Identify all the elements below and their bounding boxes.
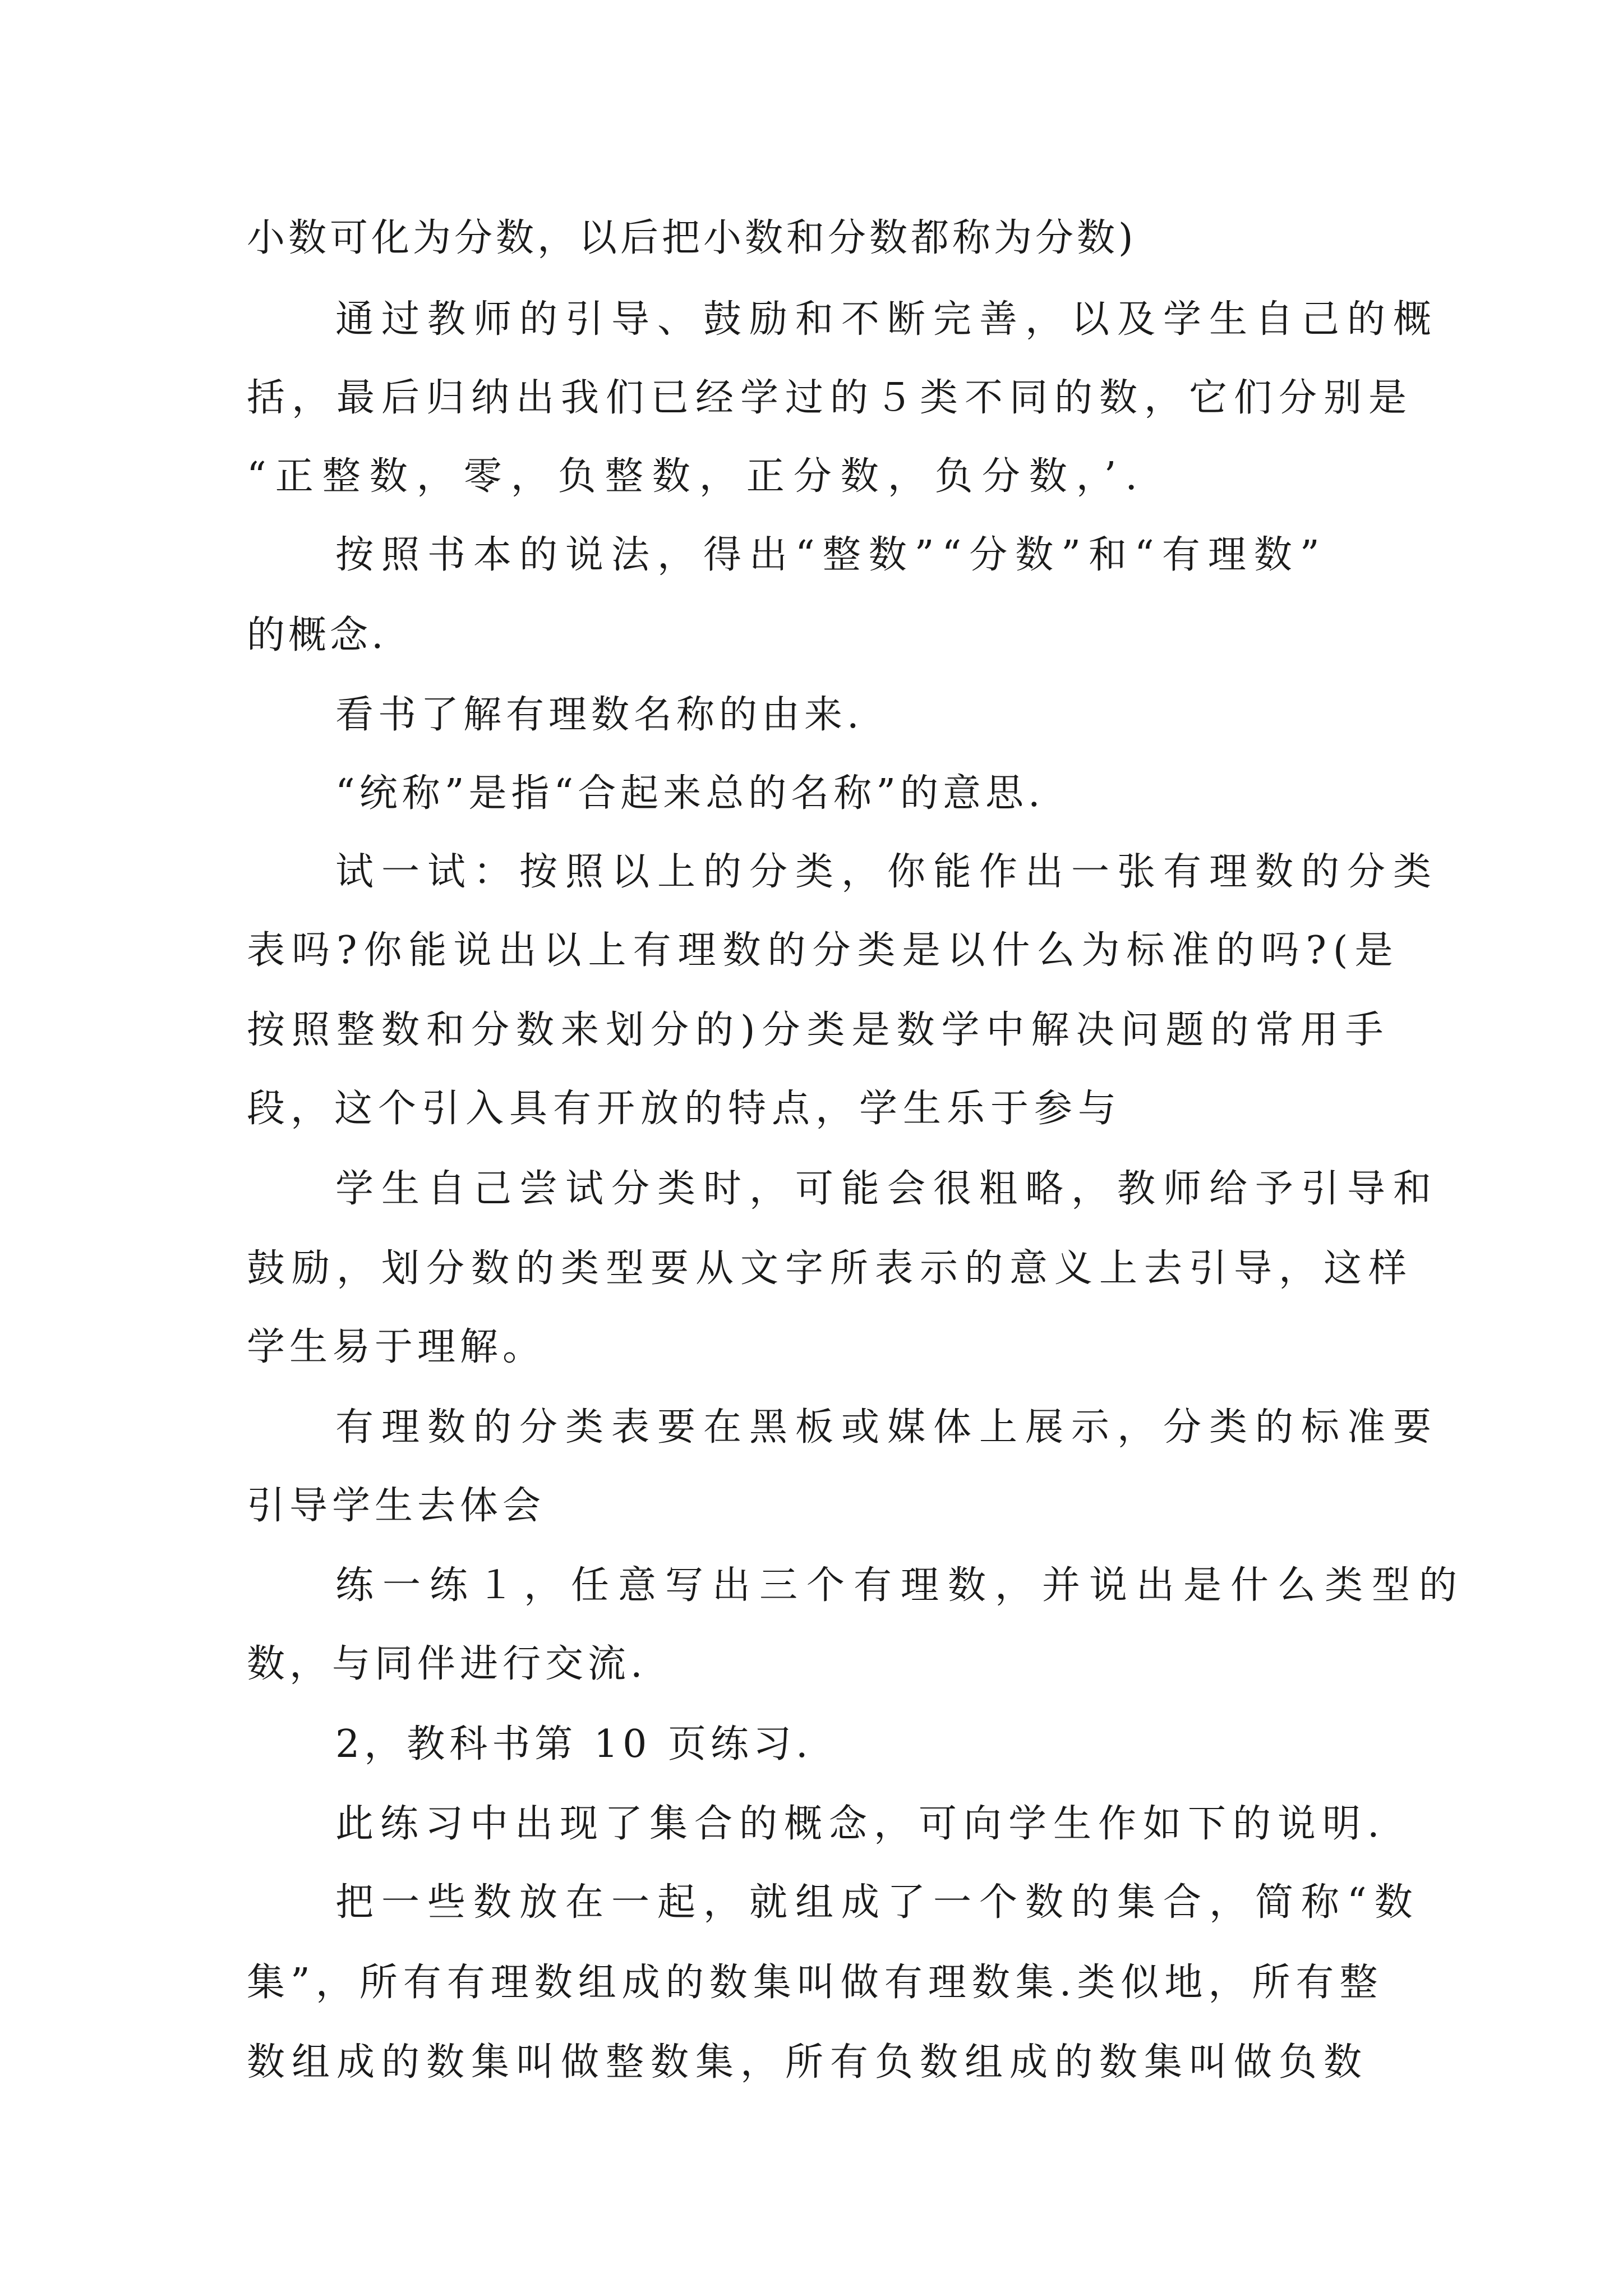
text-line: 通过教师的引导、鼓励和不断完善，以及学生自己的概 (335, 297, 1440, 342)
text-line: 有理数的分类表要在黑板或媒体上展示，分类的标准要 (335, 1405, 1440, 1450)
text-line: 把一些数放在一起，就组成了一个数的集合，简称“数 (335, 1880, 1421, 1925)
text-line: 鼓励，划分数的类型要从文字所表示的意义上去引导，这样 (247, 1246, 1414, 1291)
text-line: 练一练１，任意写出三个有理数，并说出是什么类型的 (335, 1563, 1467, 1608)
text-line: 集”，所有有理数组成的数集叫做有理数集.类似地，所有整 (247, 1961, 1384, 2005)
text-line: 数组成的数集叫做整数集，所有负数组成的数集叫做负数 (247, 2040, 1369, 2085)
text-line: 引导学生去体会 (247, 1484, 546, 1528)
text-line: 此练习中出现了集合的概念，可向学生作如下的说明. (335, 1802, 1386, 1846)
text-line: 的概念. (247, 613, 387, 657)
text-line: 括，最后归纳出我们已经学过的５类不同的数，它们分别是 (247, 376, 1414, 420)
text-line: 2，教科书第 10 页练习. (335, 1722, 813, 1766)
text-line: 学生易于理解。 (247, 1325, 546, 1369)
text-line: 小数可化为分数，以后把小数和分数都称为分数) (247, 216, 1137, 260)
text-line: 看书了解有理数名称的由来. (335, 693, 864, 737)
text-line: 试一试：按照以上的分类，你能作出一张有理数的分类 (335, 850, 1440, 894)
text-line: “正整数，零，负整数，正分数，负分数，’. (247, 454, 1146, 499)
text-line: 数，与同伴进行交流. (247, 1642, 647, 1686)
text-line: 表吗?你能说出以上有理数的分类是以什么为标准的吗?(是 (247, 928, 1400, 973)
text-line: “统称”是指“合起来总的名称”的意思. (335, 771, 1045, 816)
text-line: 学生自己尝试分类时，可能会很粗略，教师给予引导和 (335, 1167, 1440, 1211)
text-line: 按照整数和分数来划分的)分类是数学中解决问题的常用手 (247, 1008, 1390, 1052)
text-line: 段，这个引入具有开放的特点，学生乐于参与 (247, 1087, 1122, 1131)
text-line: 按照书本的说法，得出“整数”“分数”和“有理数” (335, 533, 1327, 577)
